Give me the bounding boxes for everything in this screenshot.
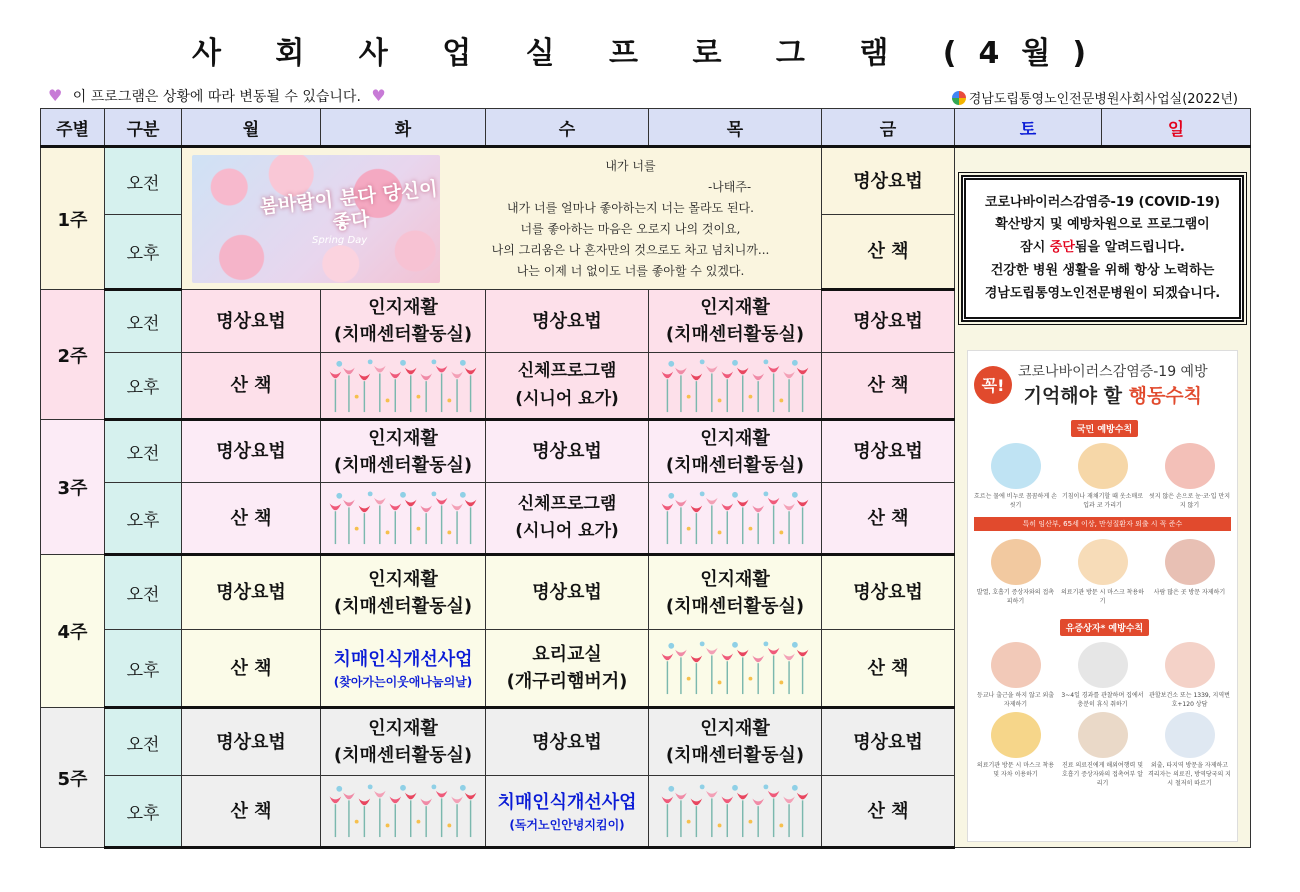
poster-item: 의료기관 방문 시 마스크 착용 및 자차 이용하기 — [976, 762, 1055, 779]
rest-icon — [1078, 642, 1128, 688]
poster-subtitle — [1018, 381, 1208, 408]
activity-cell: 명상요법 — [182, 555, 321, 630]
activity-cell — [486, 630, 649, 708]
notice-line: 확산방지 및 예방차원으로 프로그램이 — [995, 217, 1210, 233]
period-am: 오전 — [105, 555, 182, 630]
poster-section-label: 유증상자* 예방수칙 — [1060, 619, 1149, 636]
notice — [48, 86, 386, 106]
poster-item: 의료기관 방문 시 마스크 착용하기 — [1061, 589, 1144, 606]
activity-line: 인지재활 — [700, 718, 770, 739]
header-sat: 토 — [955, 109, 1102, 147]
activity-line: 인지재활 — [368, 718, 438, 739]
activity-cell — [486, 353, 649, 420]
activity-cell: 명상요법 — [486, 555, 649, 630]
activity-line: (개구리햄버거) — [506, 671, 628, 692]
activity-cell — [321, 630, 486, 708]
activity-cell: 명상요법 — [486, 420, 649, 483]
flowers-decoration — [649, 353, 822, 420]
activity-cell — [321, 555, 486, 630]
poster-item: 기침이나 재채기할 때 옷소매로 입과 코 가리기 — [1061, 493, 1144, 510]
period-am: 오전 — [105, 708, 182, 776]
doctor-icon — [1165, 712, 1215, 758]
flowers-icon — [326, 490, 480, 546]
activity-line: (치매센터활동실) — [665, 324, 805, 345]
poster-item: 외출, 타지역 방문을 자제하고 격리자는 의료진, 방역당국의 지시 철저히 따르기 — [1148, 762, 1231, 788]
poem-line: 너를 좋아하는 마음은 오로지 나의 것이요, — [520, 221, 741, 236]
notice-line: 건강한 병원 생활을 위해 항상 노력하는 — [990, 262, 1215, 278]
period-pm: 오후 — [105, 215, 182, 290]
flowers-icon — [658, 640, 812, 696]
activity-cell: 명상요법 — [822, 420, 955, 483]
notice-line: 코로나바이러스감염증-19 (COVID-19) — [984, 194, 1221, 210]
activity-line: (찾아가는이웃애나눔의날) — [333, 674, 473, 689]
side-panel — [955, 147, 1251, 848]
cherry-blossom-image — [192, 155, 440, 283]
banner-sub: Spring Day — [312, 234, 368, 246]
poster-item: 진료 의료진에게 해외여행력 및 호흡기 증상자와의 접촉여부 알리기 — [1061, 762, 1144, 788]
activity-cell: 명상요법 — [182, 290, 321, 353]
mask-icon — [1078, 539, 1128, 585]
period-am: 오전 — [105, 420, 182, 483]
header-week: 주별 — [41, 109, 105, 147]
activity-cell — [649, 708, 822, 776]
activity-line: (시니어 요가) — [515, 388, 619, 409]
flowers-decoration — [321, 776, 486, 848]
activity-line: 치매인식개선사업 — [333, 648, 473, 670]
banner-text: 봄바람이 분다 당신이 좋다 — [258, 177, 439, 234]
activity-cell: 산 책 — [182, 353, 321, 420]
poster-section-label: 국민 예방수칙 — [1071, 420, 1138, 437]
poem-line: 내가 너를 얼마나 좋아하는지 너는 몰라도 된다. — [507, 200, 754, 215]
activity-line: 인지재활 — [368, 568, 438, 590]
week-label: 2주 — [41, 290, 105, 420]
week-label: 5주 — [41, 708, 105, 848]
activity-line: 인지재활 — [700, 297, 770, 318]
activity-cell: 산 책 — [822, 776, 955, 848]
activity-cell — [321, 420, 486, 483]
activity-cell: 산 책 — [182, 630, 321, 708]
poem-line: 나의 그리움은 나 혼자만의 것으로도 차고 넘치니까... — [491, 242, 770, 257]
activity-line: 신체프로그램 — [517, 361, 617, 382]
activity-line: 인지재활 — [700, 427, 770, 449]
activity-line: 인지재활 — [368, 297, 438, 318]
page-title: 사 회 사 업 실 프 로 그 램 (4월) — [191, 36, 1109, 71]
handwash-icon — [991, 443, 1041, 489]
poem-author: -나태주- — [708, 179, 751, 194]
activity-cell: 명상요법 — [182, 420, 321, 483]
poster-item: 관할보건소 또는 1339, 지역번호+120 상담 — [1149, 692, 1230, 709]
activity-line: (치매센터활동실) — [333, 595, 473, 617]
activity-line: 치매인식개선사업 — [497, 791, 637, 813]
activity-cell: 명상요법 — [822, 290, 955, 353]
period-pm: 오후 — [105, 483, 182, 555]
activity-line: (치매센터활동실) — [665, 454, 805, 476]
activity-line: 신체프로그램 — [517, 493, 617, 514]
stay-home-icon — [991, 642, 1041, 688]
week-label: 4주 — [41, 555, 105, 708]
notice-text: 됨을 알려드립니다. — [1074, 240, 1185, 256]
activity-line: (치매센터활동실) — [333, 745, 473, 766]
period-pm: 오후 — [105, 776, 182, 848]
header-thu: 목 — [649, 109, 822, 147]
flowers-icon — [658, 783, 812, 839]
poem-line: 나는 이제 너 없이도 너를 좋아할 수 있겠다. — [516, 263, 745, 278]
activity-cell: 산 책 — [822, 353, 955, 420]
header-mon: 월 — [182, 109, 321, 147]
period-pm: 오후 — [105, 353, 182, 420]
poster-item: 흐르는 물에 비누로 꼼꼼하게 손씻기 — [974, 493, 1057, 510]
flowers-icon — [326, 783, 480, 839]
covid-poster — [967, 350, 1238, 842]
org-label — [952, 88, 1238, 107]
activity-cell: 산 책 — [822, 630, 955, 708]
activity-cell: 산 책 — [822, 483, 955, 555]
poster-item: 사람 많은 곳 방문 자제하기 — [1153, 589, 1226, 597]
week1-message — [182, 147, 822, 290]
notice-text: 이 프로그램은 상황에 따라 변동될 수 있습니다. — [72, 89, 361, 105]
flowers-icon — [658, 490, 812, 546]
activity-cell — [486, 776, 649, 848]
activity-line: (독거노인안녕지킴이) — [509, 817, 625, 832]
activity-cell: 명상요법 — [182, 708, 321, 776]
poster-item: 씻지 않은 손으로 눈·코·입 만지지 않기 — [1149, 493, 1230, 510]
poster-title: 코로나바이러스감염증-19 예방 — [1018, 364, 1208, 381]
activity-cell: 명상요법 — [486, 290, 649, 353]
activity-cell — [649, 420, 822, 483]
activity-line: (치매센터활동실) — [333, 324, 473, 345]
flowers-decoration — [321, 483, 486, 555]
activity-cell: 명상요법 — [822, 147, 955, 215]
period-am: 오전 — [105, 290, 182, 353]
avoid-contact-icon — [991, 539, 1041, 585]
notice-highlight: 중단 — [1049, 240, 1075, 256]
poster-badge: 꼭! — [974, 366, 1012, 404]
header-fri: 금 — [822, 109, 955, 147]
activity-line: 인지재활 — [700, 568, 770, 590]
activity-cell — [649, 555, 822, 630]
activity-cell: 산 책 — [822, 215, 955, 290]
activity-cell: 산 책 — [182, 483, 321, 555]
car-icon — [991, 712, 1041, 758]
header-row — [41, 109, 1251, 147]
notice-line — [970, 237, 1235, 260]
flowers-decoration — [649, 776, 822, 848]
org-logo-icon — [952, 91, 966, 105]
flowers-icon — [658, 358, 812, 414]
flowers-decoration — [649, 483, 822, 555]
activity-line: (치매센터활동실) — [665, 595, 805, 617]
header-tue: 화 — [321, 109, 486, 147]
activity-cell: 명상요법 — [822, 708, 955, 776]
period-pm: 오후 — [105, 630, 182, 708]
activity-line: (치매센터활동실) — [665, 745, 805, 766]
header-sun: 일 — [1102, 109, 1251, 147]
poster-item: 3~4일 경과를 관찰하며 집에서 충분히 휴식 취하기 — [1061, 692, 1144, 709]
poem — [440, 156, 821, 282]
poster-item: 발열, 호흡기 증상자와의 접촉 피하기 — [976, 589, 1055, 606]
no-touch-icon — [1165, 443, 1215, 489]
period-am: 오전 — [105, 147, 182, 215]
poster-subtitle-text: 기억해야 할 — [1023, 385, 1129, 408]
crowd-icon — [1165, 539, 1215, 585]
notice-text: 잠시 — [1020, 240, 1050, 256]
flowers-decoration — [649, 630, 822, 708]
heart-icon: ♥ — [48, 86, 63, 105]
week1-am-row — [41, 147, 1251, 215]
activity-cell: 산 책 — [182, 776, 321, 848]
activity-line: (시니어 요가) — [515, 521, 619, 541]
cough-icon — [1078, 443, 1128, 489]
flowers-decoration — [321, 353, 486, 420]
activity-line: (치매센터활동실) — [333, 454, 473, 476]
flowers-icon — [326, 358, 480, 414]
notice-line: 경남도립통영노인전문병원이 되겠습니다. — [984, 285, 1221, 301]
clipboard-icon — [1078, 712, 1128, 758]
activity-cell — [321, 290, 486, 353]
covid-notice — [961, 175, 1244, 323]
heart-icon: ♥ — [371, 86, 386, 105]
header-wed: 수 — [486, 109, 649, 147]
activity-cell — [486, 483, 649, 555]
org-name: 경남도립통영노인전문병원사회사업실(2022년) — [968, 92, 1238, 107]
activity-cell — [649, 290, 822, 353]
activity-cell: 명상요법 — [486, 708, 649, 776]
poem-title: 내가 너를 — [605, 158, 656, 173]
activity-line: 요리교실 — [532, 644, 602, 665]
activity-line: 인지재활 — [368, 427, 438, 449]
week-label: 1주 — [41, 147, 105, 290]
phone-icon — [1165, 642, 1215, 688]
poster-subtitle-highlight: 행동수칙 — [1128, 385, 1203, 408]
schedule-table — [40, 108, 1251, 849]
poster-bar: 특히 임산부, 65세 이상, 만성질환자 외출 시 꼭 준수 — [974, 517, 1231, 531]
activity-cell: 명상요법 — [822, 555, 955, 630]
header-period: 구분 — [105, 109, 182, 147]
activity-cell — [321, 708, 486, 776]
week-label: 3주 — [41, 420, 105, 555]
poster-item: 등교나 출근을 하지 않고 외출 자제하기 — [976, 692, 1055, 709]
